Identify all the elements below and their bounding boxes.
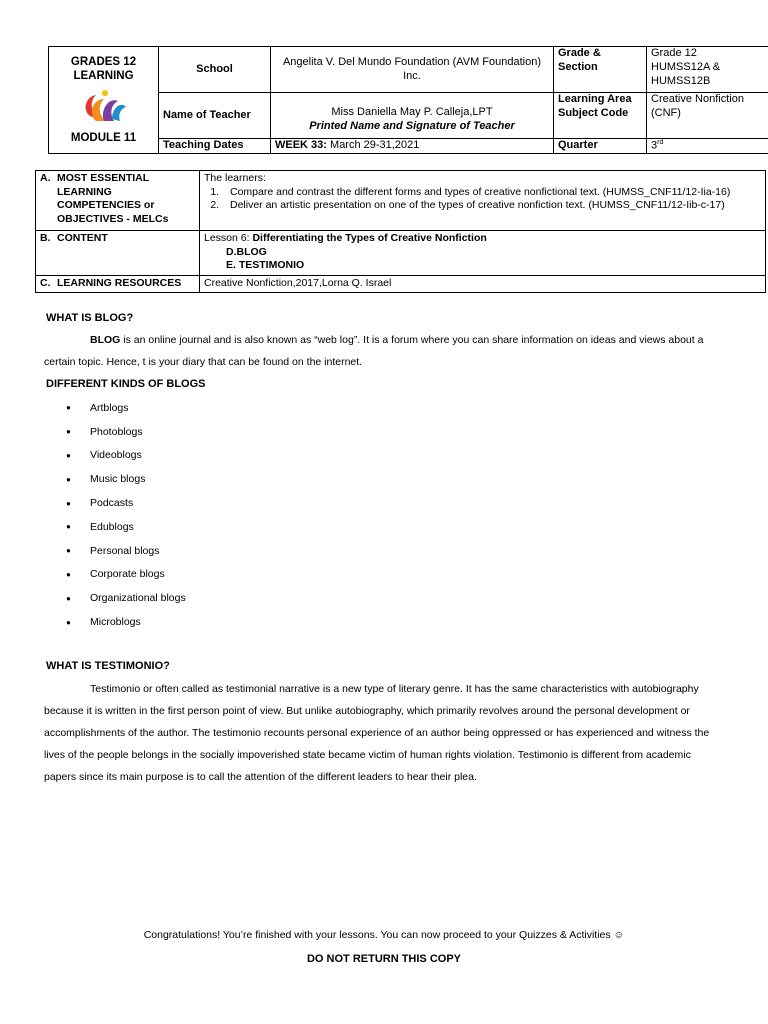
blog-kind-label: Corporate blogs xyxy=(90,568,165,581)
blog-kinds-heading: DIFFERENT KINDS OF BLOGS xyxy=(46,378,206,390)
melc-intro: The learners: xyxy=(204,172,266,184)
grade-line-1: GRADES 12 xyxy=(70,55,137,68)
grade-section-label: Grade & Section xyxy=(554,47,647,93)
grade-section-value-3: HUMSS12B xyxy=(651,74,711,87)
melc-objective-2: 2. Deliver an artistic presentation on one of the types of creative nonfiction text. (HUMSS_CNF11/12-Iib-c-17) xyxy=(222,199,761,213)
do-not-return-notice: DO NOT RETURN THIS COPY xyxy=(306,953,461,965)
blog-definition: is an online journal and is also known as “web log”. It is a forum where you can share information on ideas and views about a certain topic. Hence, t is your diary that can be found on the internet. xyxy=(44,334,704,368)
learning-area-value xyxy=(647,93,768,139)
blog-kinds-list xyxy=(46,396,186,634)
list-item xyxy=(46,396,186,420)
lesson-prefix: Lesson 6: xyxy=(204,232,250,244)
subject-code-value: (CNF) xyxy=(651,106,681,119)
list-item xyxy=(46,563,186,587)
teaching-dates-label: Teaching Dates xyxy=(159,139,271,154)
quarter-number: 3 xyxy=(651,139,658,152)
blog-paragraph xyxy=(44,329,720,373)
avm-foundation-logo-icon xyxy=(78,87,130,129)
melc-objective-1: 1. Compare and contrast the different forms and types of creative nonfictional text. (HUMSS_CNF11/12-Iia-16) xyxy=(222,186,761,200)
blog-term: BLOG xyxy=(90,334,121,346)
list-item xyxy=(46,467,186,491)
melc-letter-a: A. xyxy=(40,172,51,184)
blog-heading: WHAT IS BLOG? xyxy=(46,312,134,324)
content-cell xyxy=(200,231,766,276)
testimonio-paragraph xyxy=(44,678,724,788)
quarter-value xyxy=(647,139,768,154)
list-item xyxy=(46,539,186,563)
content-letter-b: B. xyxy=(40,232,51,244)
melc-label-3: COMPETENCIES or xyxy=(57,199,155,212)
school-value: Angelita V. Del Mundo Foundation (AVM Foundation) Inc. xyxy=(271,47,554,93)
module-label: MODULE 11 xyxy=(70,132,137,145)
resources-letter-c: C. xyxy=(40,277,51,289)
bullet-icon xyxy=(46,451,90,460)
melc-objectives-cell xyxy=(200,171,766,231)
teacher-value: Miss Daniella May P. Calleja,LPT xyxy=(331,105,493,118)
subject-code-label: Subject Code xyxy=(558,106,629,119)
quarter-label: Quarter xyxy=(554,139,647,154)
lesson-sub-testimonio: E. TESTIMONIO xyxy=(226,259,305,272)
blog-kind-label: Artblogs xyxy=(90,401,129,414)
lesson-sub-blog: D.BLOG xyxy=(226,245,267,258)
list-item xyxy=(46,491,186,515)
learning-area-label-1: Learning Area xyxy=(558,93,632,105)
melc-label-2: LEARNING xyxy=(57,185,112,198)
blog-kind-label: Microblogs xyxy=(90,616,141,629)
resources-label: LEARNING RESOURCES xyxy=(57,277,182,289)
list-item xyxy=(46,444,186,468)
content-label: CONTENT xyxy=(57,232,108,244)
blog-kind-label: Personal blogs xyxy=(90,544,160,557)
list-item xyxy=(46,420,186,444)
melc-objectives-list xyxy=(204,186,761,213)
bullet-icon xyxy=(46,475,90,484)
blog-kind-label: Videoblogs xyxy=(90,449,142,462)
blog-kind-label: Podcasts xyxy=(90,497,134,510)
melc-label-4: OBJECTIVES - MELCs xyxy=(57,212,169,225)
school-label: School xyxy=(159,47,271,93)
learning-area-label xyxy=(554,93,647,139)
bullet-icon xyxy=(46,427,90,436)
bullet-icon xyxy=(46,546,90,555)
congratulations-note: Congratulations! You’re finished with your lessons. You can now proceed to your Quizzes & Activities ☺ xyxy=(143,929,625,941)
blog-kind-label: Organizational blogs xyxy=(90,592,186,605)
grade-section-value-1: Grade 12 xyxy=(651,47,697,59)
bullet-icon xyxy=(46,594,90,603)
header-table xyxy=(48,46,768,154)
melc-label-cell xyxy=(36,171,200,231)
grade-section-value-2: HUMSS12A & xyxy=(651,60,721,73)
teacher-cell xyxy=(271,93,554,139)
grade-section-value xyxy=(647,47,768,93)
content-label-cell xyxy=(36,231,200,276)
learning-area-value-1: Creative Nonfiction xyxy=(651,93,744,105)
blog-kind-label: Edublogs xyxy=(90,520,134,533)
blog-kind-label: Photoblogs xyxy=(90,425,143,438)
teacher-signature-caption: Printed Name and Signature of Teacher xyxy=(309,119,515,132)
resources-label-cell xyxy=(36,276,200,293)
grade-line-2: LEARNING xyxy=(73,70,134,83)
list-item xyxy=(46,586,186,610)
bullet-icon xyxy=(46,522,90,531)
teacher-label: Name of Teacher xyxy=(159,93,271,139)
bullet-icon xyxy=(46,618,90,627)
week-value: March 29-31,2021 xyxy=(330,139,420,152)
testimonio-text: Testimonio or often called as testimonial narrative is a new type of literary genre. It has the same characteristics with autobiography because it is written in the first person point of view. But unlike autobiography, which primarily revolves around the personal development or accomplishments of the author. The testimonio recounts personal experience of an author being oppressed or has experienced and witness the lives of the people belongs in the socially impoverished state became victim of human rights violation. Testimonio is different from academic papers since its main purpose is to call the attention of the different leaders to hear their plea. xyxy=(44,683,710,783)
melc-label-1: MOST ESSENTIAL xyxy=(57,172,150,184)
melc-table xyxy=(35,170,766,293)
week-label: WEEK 33: xyxy=(275,139,327,152)
list-item xyxy=(46,515,186,539)
bullet-icon xyxy=(46,403,90,412)
testimonio-heading: WHAT IS TESTIMONIO? xyxy=(46,660,170,672)
bullet-icon xyxy=(46,570,90,579)
blog-kind-label: Music blogs xyxy=(90,473,146,486)
lesson-title: Differentiating the Types of Creative Nonfiction xyxy=(252,232,487,244)
resources-value: Creative Nonfiction,2017,Lorna Q. Israel xyxy=(200,276,766,293)
quarter-suffix: rd xyxy=(657,139,664,146)
grade-module-cell xyxy=(49,47,159,154)
list-item xyxy=(46,610,186,634)
week-cell xyxy=(271,139,554,154)
bullet-icon xyxy=(46,499,90,508)
